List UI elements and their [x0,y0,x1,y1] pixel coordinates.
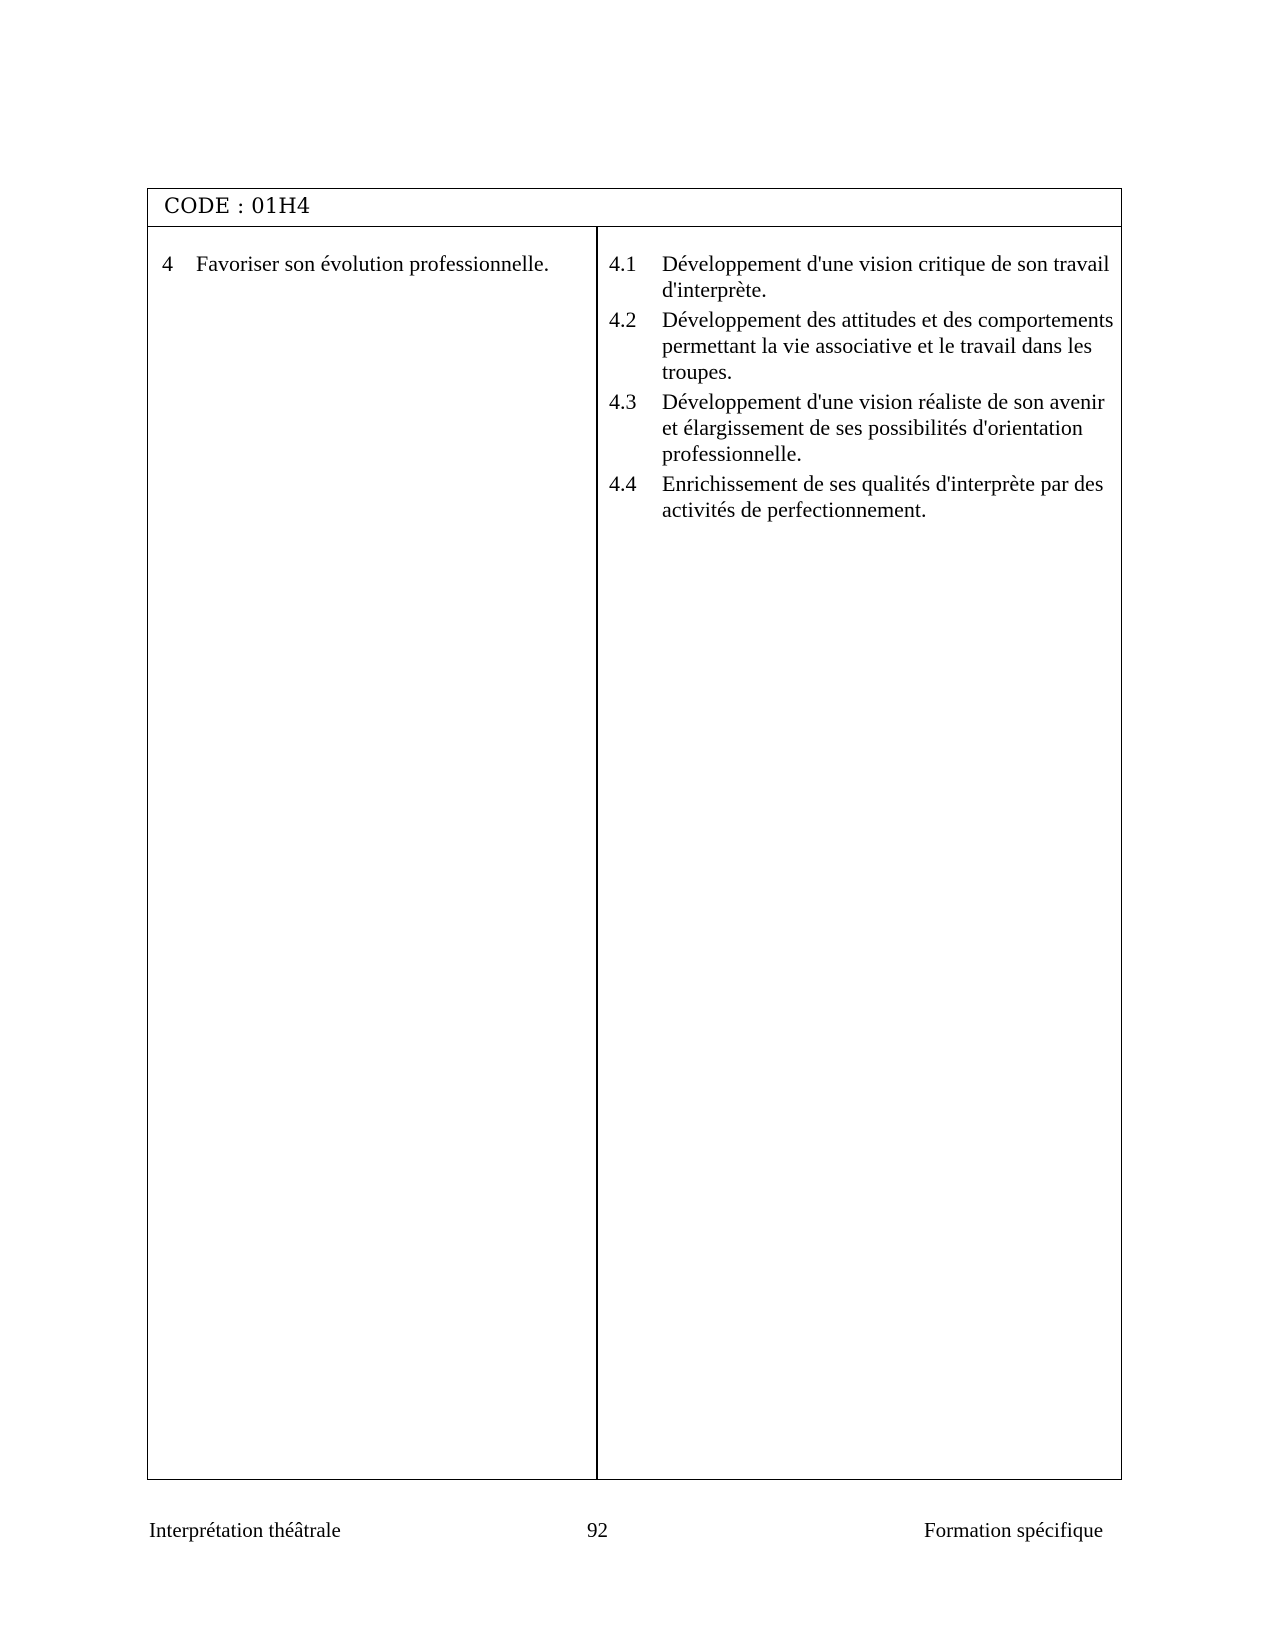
criterion-number: 4.1 [609,251,637,276]
element-item [162,251,582,277]
criterion-item [609,389,1114,467]
criterion-number: 4.4 [609,471,637,496]
criterion-text: Développement des attitudes et des comportements permettant la vie associative et le travail dans les troupes. [662,307,1114,384]
criterion-text: Développement d'une vision critique de son travail d'interprète. [662,251,1110,302]
criterion-number: 4.2 [609,307,637,332]
element-column [162,251,582,277]
criterion-item [609,307,1114,385]
page-number: 92 [587,1518,608,1542]
column-divider [596,226,598,1480]
criterion-number: 4.3 [609,389,637,414]
criteria-column [609,251,1114,527]
criterion-item [609,251,1114,303]
criterion-item [609,471,1114,523]
element-text: Favoriser son évolution professionnelle. [196,251,550,276]
code-header: CODE : 01H4 [148,189,1121,227]
criterion-text: Développement d'une vision réaliste de son avenir et élargissement de ses possibilités d'orientation professionnelle. [662,389,1105,466]
footer-section-title: Formation spécifique [924,1518,1104,1542]
element-number: 4 [162,251,173,276]
competency-table [147,188,1122,1480]
criterion-text: Enrichissement de ses qualités d'interprète par des activités de perfectionnement. [662,471,1104,522]
footer-program-title: Interprétation théâtrale [149,1518,341,1542]
